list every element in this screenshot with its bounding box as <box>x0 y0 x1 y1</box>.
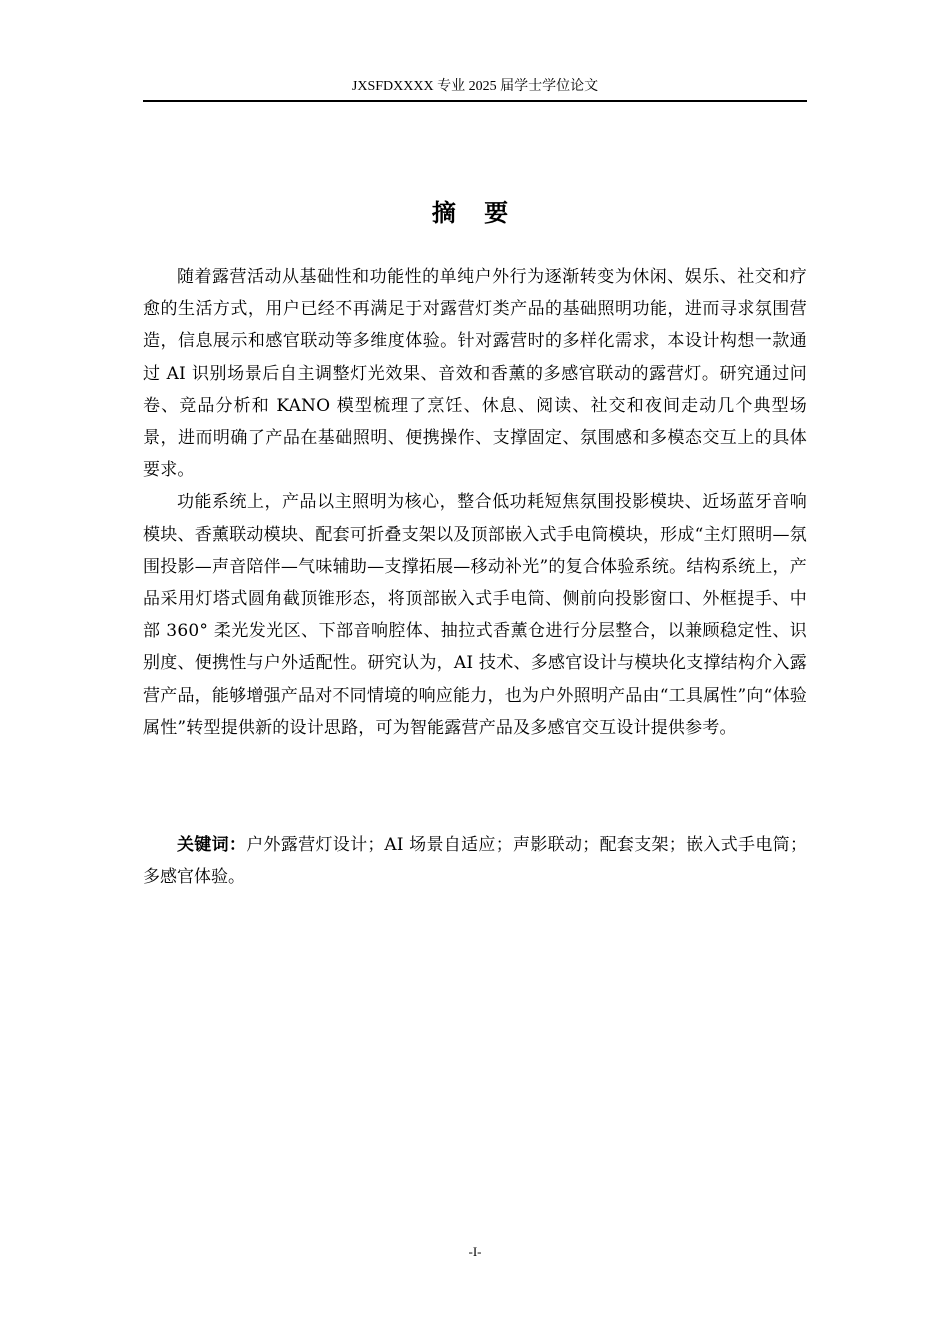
keywords-label: 关键词： <box>177 835 247 855</box>
abstract-paragraph-1: 随着露营活动从基础性和功能性的单纯户外行为逐渐转变为休闲、娱乐、社交和疗愈的生活方式，用户已经不再满足于对露营灯类产品的基础照明功能，进而寻求氛围营造，信息展示和感官联动等多维度体验。针对露营时的多样化需求，本设计构想一款通过 AI 识别场景后自主调整灯光效果、音效和香薰的多感官联动的露营灯。研究通过问卷、竞品分析和 KANO 模型梳理了烹饪、休息、阅读、社交和夜间走动几个典型场景，进而明确了产品在基础照明、便携操作、支撑固定、氛围感和多模态交互上的具体要求。 <box>143 267 807 481</box>
page-number: -I- <box>468 1244 482 1259</box>
header-rule <box>143 100 807 102</box>
abstract-paragraph-2: 功能系统上，产品以主照明为核心，整合低功耗短焦氛围投影模块、近场蓝牙音响模块、香薰联动模块、配套可折叠支架以及顶部嵌入式手电筒模块，形成“主灯照明—氛围投影—声音陪伴—气味辅助—支撑拓展—移动补光”的复合体验系统。结构系统上，产品采用灯塔式圆角截顶锥形态，将顶部嵌入式手电筒、侧前向投影窗口、外框提手、中部 360° 柔光发光区、下部音响腔体、抽拉式香薰仓进行分层整合，以兼顾稳定性、识别度、便携性与户外适配性。研究认为，AI 技术、多感官设计与模块化支撑结构介入露营产品，能够增强产品对不同情境的响应能力，也为户外照明产品由“工具属性”向“体验属性”转型提供新的设计思路，可为智能露营产品及多感官交互设计提供参考。 <box>143 492 807 738</box>
keywords <box>143 829 807 893</box>
abstract-body <box>143 261 807 744</box>
abstract-title: 摘 要 <box>431 199 519 227</box>
keywords-text: 户外露营灯设计；AI 场景自适应；声影联动；配套支架；嵌入式手电筒；多感官体验。 <box>143 835 807 888</box>
running-header: JXSFDXXXX 专业 2025 届学士学位论文 <box>351 79 599 94</box>
